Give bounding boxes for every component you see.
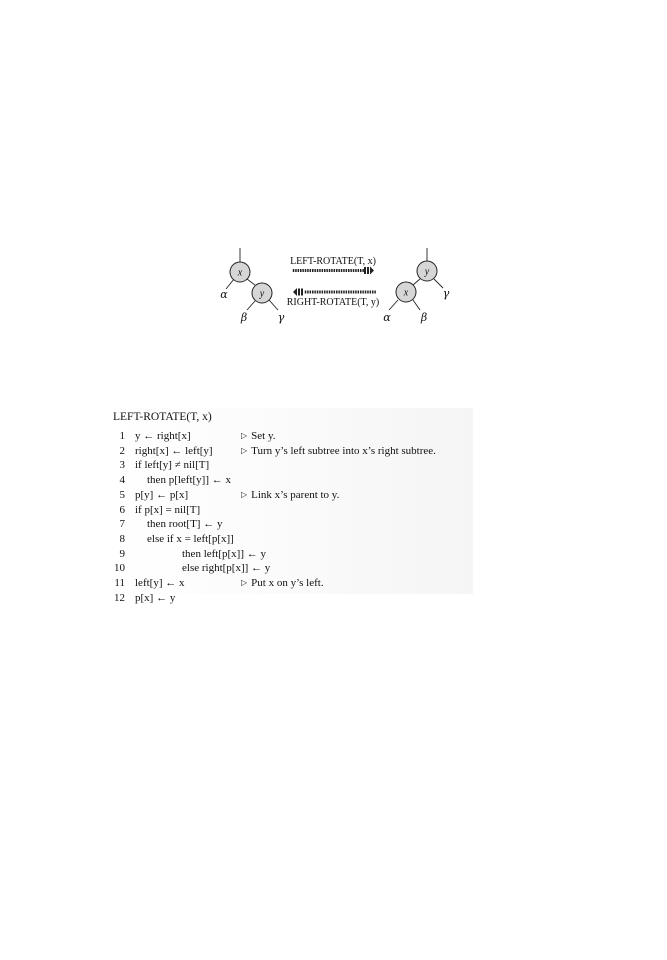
comment-text: Put x on y’s left. [251, 577, 324, 589]
code-statement: p[y] ← p[x] [135, 488, 189, 501]
left-rotate-arrow [292, 267, 374, 275]
left-tree-gamma-edge [269, 300, 278, 310]
code-statement: right[x] ← left[y] [135, 444, 213, 457]
code-statement: p[x] ← y [135, 591, 176, 604]
left-tree-alpha-label: α [220, 288, 228, 301]
line-number: 8 [119, 532, 125, 545]
line-number: 4 [119, 474, 125, 487]
line-number: 7 [119, 518, 125, 531]
comment-triangle-icon: ▷ [241, 578, 248, 587]
comment-triangle-icon: ▷ [241, 445, 248, 455]
left-rotate-label: LEFT-ROTATE(T, x) [290, 256, 376, 267]
procedure-title: LEFT-ROTATE(T, x) [113, 411, 212, 423]
line-number: 2 [119, 444, 125, 457]
right-tree-node-x-label: x [403, 287, 409, 299]
line-number: 11 [114, 577, 125, 589]
right-tree-yx-edge [413, 279, 420, 285]
left-tree-beta-label: β [240, 311, 248, 324]
code-statement: else right[p[x]] ← y [182, 562, 271, 575]
right-tree-gamma-label: γ [442, 287, 450, 300]
right-rotate-arrow [293, 288, 376, 296]
right-tree-alpha-edge [389, 300, 398, 310]
pseudocode-block [113, 408, 473, 604]
code-statement: left[y] ← x [135, 577, 185, 589]
line-number: 1 [119, 430, 125, 442]
rotation-arrows [287, 256, 380, 308]
code-statement: else if x = left[p[x]] [147, 532, 234, 545]
right-tree-gamma-edge [434, 279, 443, 288]
code-statement: then left[p[x]] ← y [182, 547, 266, 560]
code-statement: then p[left[y]] ← x [147, 474, 231, 487]
code-comment [241, 489, 339, 502]
left-tree-beta-edge [247, 301, 255, 310]
left-tree-node-x-label: x [237, 267, 243, 279]
code-comment [241, 430, 276, 443]
code-comment [241, 445, 436, 458]
right-tree-beta-edge [413, 300, 420, 310]
right-tree [383, 248, 449, 324]
line-number: 6 [119, 503, 125, 516]
left-tree-gamma-label: γ [277, 311, 285, 324]
rotation-diagram [0, 0, 667, 360]
code-statement: if p[x] = nil[T] [135, 503, 201, 516]
comment-text: Link x’s parent to y. [251, 488, 340, 501]
line-number: 10 [114, 562, 125, 575]
left-tree [220, 248, 284, 324]
comment-triangle-icon: ▷ [241, 489, 248, 499]
comment-triangle-icon: ▷ [241, 431, 248, 440]
comment-text: Turn y’s left subtree into x’s right subtree. [251, 444, 436, 457]
right-tree-node-y-label: y [424, 266, 430, 278]
left-tree-node-y-label: y [259, 288, 265, 300]
comment-text: Set y. [251, 430, 276, 442]
line-number: 9 [119, 547, 125, 560]
left-tree-xy-edge [247, 279, 255, 285]
line-number: 3 [119, 459, 125, 472]
right-tree-alpha-label: α [383, 311, 391, 324]
code-statement: y ← right[x] [135, 430, 191, 442]
line-number: 5 [119, 488, 125, 501]
code-statement: if left[y] ≠ nil[T] [135, 459, 210, 472]
code-statement: then root[T] ← y [147, 518, 223, 531]
code-comment [241, 577, 324, 590]
right-tree-beta-label: β [420, 311, 428, 324]
line-number: 12 [114, 591, 125, 604]
right-rotate-label: RIGHT-ROTATE(T, y) [286, 297, 380, 308]
